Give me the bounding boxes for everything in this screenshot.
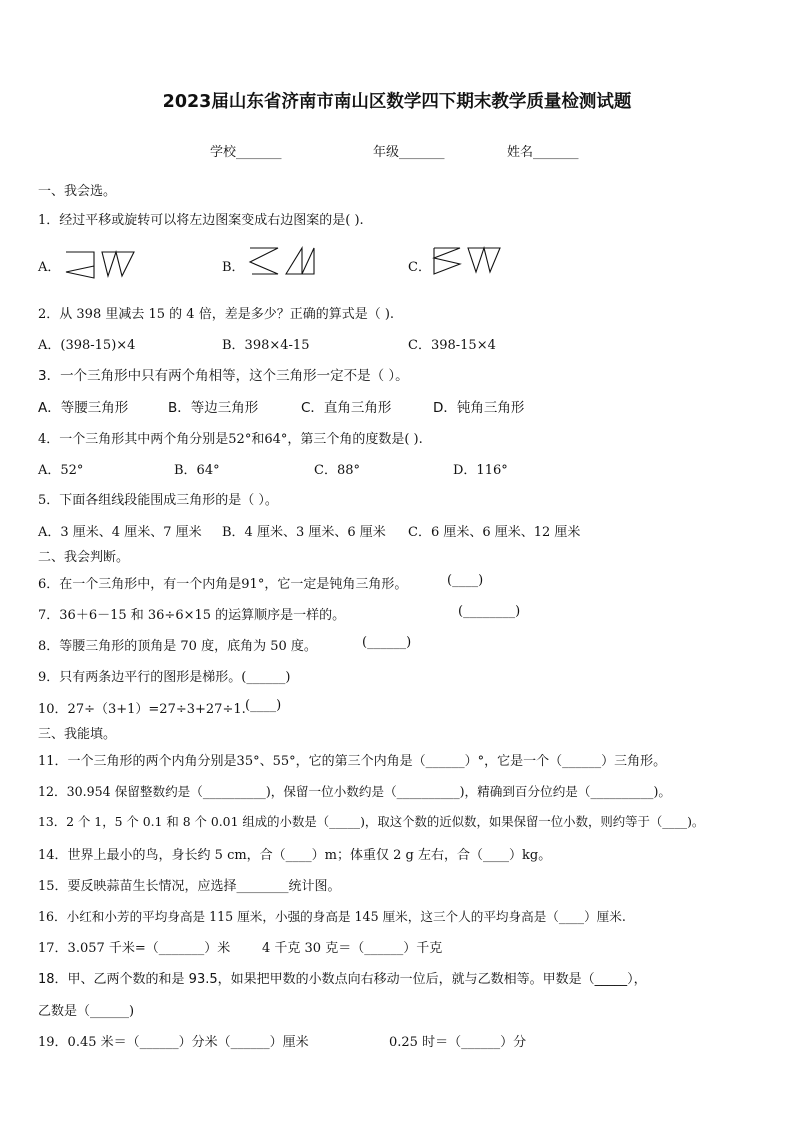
question-19-part-1: 19．0.45 米＝（______）分米（______）厘米 xyxy=(38,1035,309,1050)
question-13: 13．2 个 1，5 个 0.1 和 8 个 0.01 组成的小数是（_____)，取这个数的近似数，如果保留一位小数，则约等于（____)。 xyxy=(38,814,705,829)
question-2: 2．从 398 里减去 15 的 4 倍，差是多少？正确的算式是（ ). xyxy=(38,307,395,322)
q4-option-a: A．52° xyxy=(38,463,84,478)
q2-option-c: C．398-15×4 xyxy=(408,338,496,353)
question-3: 3．一个三角形中只有两个角相等，这个三角形一定不是（ ）。 xyxy=(38,368,409,384)
question-8: 8．等腰三角形的顶角是 70 度，底角为 50 度。 xyxy=(38,639,317,654)
q6-answer-blank[interactable]: (____) xyxy=(447,573,484,588)
question-12: 12．30.954 保留整数约是（__________)，保留一位小数约是（__________)，精确到百分位约是（__________)。 xyxy=(38,784,671,799)
question-7: 7．36＋6－15 和 36÷6×15 的运算顺序是一样的。 xyxy=(38,608,346,623)
q5-option-c: C．6 厘米、6 厘米、12 厘米 xyxy=(408,525,581,540)
section-heading-1: 一、我会选。 xyxy=(38,184,117,199)
question-18-line-1: 18．甲、乙两个数的和是 93.5，如果把甲数的小数点向右移动一位后，就与乙数相等。甲数是（_____）， xyxy=(38,972,647,987)
question-6: 6．在一个三角形中，有一个内角是91°，它一定是钝角三角形。 xyxy=(38,577,408,592)
question-4: 4．一个三角形其中两个角分别是52°和64°，第三个角的度数是( ). xyxy=(38,432,423,447)
q10-answer-blank[interactable]: (____) xyxy=(245,698,282,713)
q5-option-a: A．3 厘米、4 厘米、7 厘米 xyxy=(38,525,202,540)
question-10: 10．27÷（3+1）=27÷3+27÷1. xyxy=(38,702,246,717)
question-5: 5．下面各组线段能围成三角形的是（ ）。 xyxy=(38,493,278,508)
q4-option-c: C．88° xyxy=(314,463,360,478)
q5-option-b: B．4 厘米、3 厘米、6 厘米 xyxy=(222,525,386,540)
q3-option-a: A．等腰三角形 xyxy=(38,400,129,416)
q1-figure-a xyxy=(64,246,138,280)
q4-option-d: D．116° xyxy=(453,463,508,478)
q1-option-b: B． xyxy=(222,260,245,275)
q1-figure-c xyxy=(432,244,502,278)
school-field: 学校_______ xyxy=(210,145,282,160)
question-17-part-2: 4 千克 30 克＝（______）千克 xyxy=(262,941,443,956)
q2-option-b: B．398×4-15 xyxy=(222,338,310,353)
q3-option-b: B．等边三角形 xyxy=(168,400,259,416)
q8-answer-blank[interactable]: (______) xyxy=(362,635,412,650)
question-17-part-1: 17．3.057 千米=（_______）米 xyxy=(38,941,231,956)
question-18-line-2: 乙数是（______) xyxy=(38,1004,135,1019)
q4-option-b: B．64° xyxy=(174,463,220,478)
grade-field: 年级_______ xyxy=(373,145,445,160)
q3-option-d: D．钝角三角形 xyxy=(433,400,525,416)
question-9: 9．只有两条边平行的图形是梯形。(______) xyxy=(38,670,291,685)
question-15: 15．要反映蒜苗生长情况，应选择________统计图。 xyxy=(38,879,341,894)
section-heading-3: 三、我能填。 xyxy=(38,727,117,742)
q3-option-c: C．直角三角形 xyxy=(301,400,392,416)
question-1: 1．经过平移或旋转可以将左边图案变成右边图案的是( ). xyxy=(38,213,364,228)
q1-figure-b xyxy=(248,244,318,278)
section-heading-2: 二、我会判断。 xyxy=(38,550,130,565)
question-14: 14．世界上最小的鸟，身长约 5 cm，合（____）m；体重仅 2 g 左右，合（____）kg。 xyxy=(38,848,552,863)
q7-answer-blank[interactable]: (________) xyxy=(458,604,521,619)
q1-option-c: C． xyxy=(408,260,431,275)
exam-title: 2023届山东省济南市南山区数学四下期末教学质量检测试题 xyxy=(162,92,632,112)
name-field: 姓名_______ xyxy=(507,145,579,160)
question-19-part-2: 0.25 时＝（______）分 xyxy=(389,1035,527,1050)
question-16: 16．小红和小芳的平均身高是 115 厘米，小强的身高是 145 厘米，这三个人的平均身高是（____）厘米. xyxy=(38,909,626,924)
q2-option-a: A．(398-15)×4 xyxy=(38,338,136,353)
q1-option-a: A． xyxy=(38,260,61,275)
question-11: 11．一个三角形的两个内角分别是35°、55°，它的第三个内角是（______）°，它是一个（______）三角形。 xyxy=(38,754,667,769)
